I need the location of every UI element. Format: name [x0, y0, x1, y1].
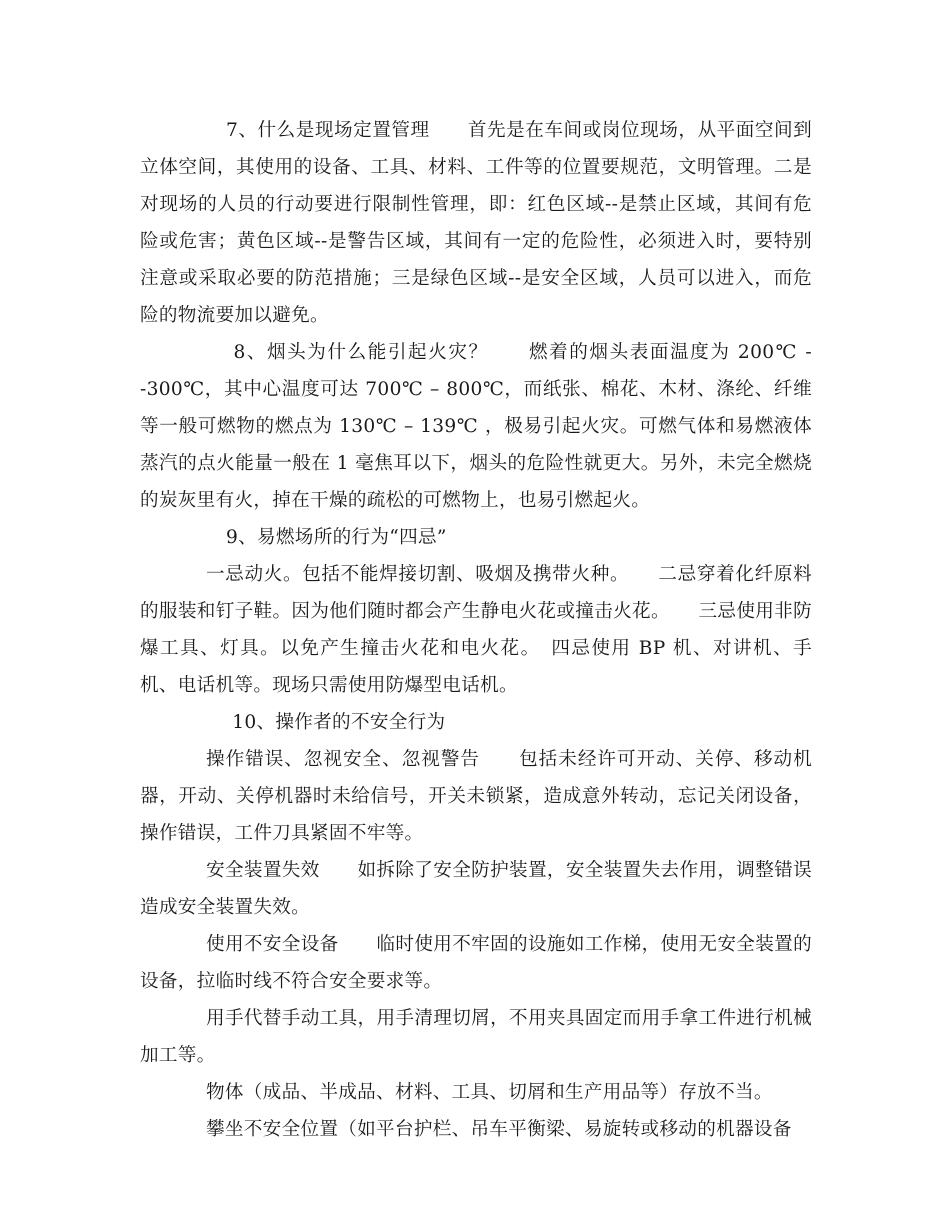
heading-unsafe-operator-behavior: 10、操作者的不安全行为 — [226, 712, 446, 733]
paragraph-unsafe-position: 攀坐不安全位置（如平台护栏、吊车平衡梁、易旋转或移动的机器设备 — [206, 1119, 792, 1140]
document-body — [140, 112, 812, 1148]
paragraph-hand-instead-of-tools: 用手代替手动工具，用手清理切屑，不用夹具固定而用手拿工件进行机械加工等。 — [140, 1008, 812, 1066]
paragraph-four-prohibitions: 一忌动火。包括不能焊接切割、吸烟及携带火种。 二忌穿着化纤原料的服装和钉子鞋。因为他们随时都会产生静电火花或撞击火花。 三忌使用非防爆工具、灯具。以免产生撞击火花和电火花。 四忌使用 BP 机、对讲机、手机、电话机等。现场只需使用防爆型电话机。 — [140, 564, 812, 696]
paragraph-improper-storage: 物体（成品、半成品、材料、工具、切屑和生产用品等）存放不当。 — [206, 1082, 773, 1103]
paragraph-unsafe-equipment: 使用不安全设备 临时使用不牢固的设施如工作梯，使用无安全装置的设备，拉临时线不符合安全要求等。 — [140, 934, 812, 992]
paragraph-operation-errors: 操作错误、忽视安全、忽视警告 包括未经许可开动、关停、移动机器，开动、关停机器时未给信号，开关未锁紧，造成意外转动，忘记关闭设备，操作错误，工件刀具紧固不牢等。 — [140, 749, 812, 844]
paragraph-site-placement-management: 7、什么是现场定置管理 首先是在车间或岗位现场，从平面空间到立体空间，其使用的设备、工具、材料、工件等的位置要规范，文明管理。二是对现场的人员的行动要进行限制性管理，即：红色区域--是禁止区域，其间有危险或危害；黄色区域--是警告区域，其间有一定的危险性，必须进入时，要特别注意或采取必要的防范措施；三是绿色区域--是安全区域，人员可以进入，而危险的物流要加以避免。 — [140, 120, 812, 326]
paragraph-safety-device-failure: 安全装置失效 如拆除了安全防护装置，安全装置失去作用，调整错误造成安全装置失效。 — [140, 860, 812, 918]
heading-four-prohibitions: 9、易燃场所的行为“四忌” — [226, 527, 447, 548]
paragraph-cigarette-fire-cause: 8、烟头为什么能引起火灾？ 燃着的烟头表面温度为 200℃ --300℃，其中心温度可达 700℃ – 800℃，而纸张、棉花、木材、涤纶、纤维等一般可燃物的燃点为 130℃ – 139℃ ，极易引起火灾。可燃气体和易燃液体蒸汽的点火能量一般在 1 毫焦耳以下，烟头的危险性就更大。另外，未完全燃烧的炭灰里有火，掉在干燥的疏松的可燃物上，也易引燃起火。 — [140, 342, 812, 511]
